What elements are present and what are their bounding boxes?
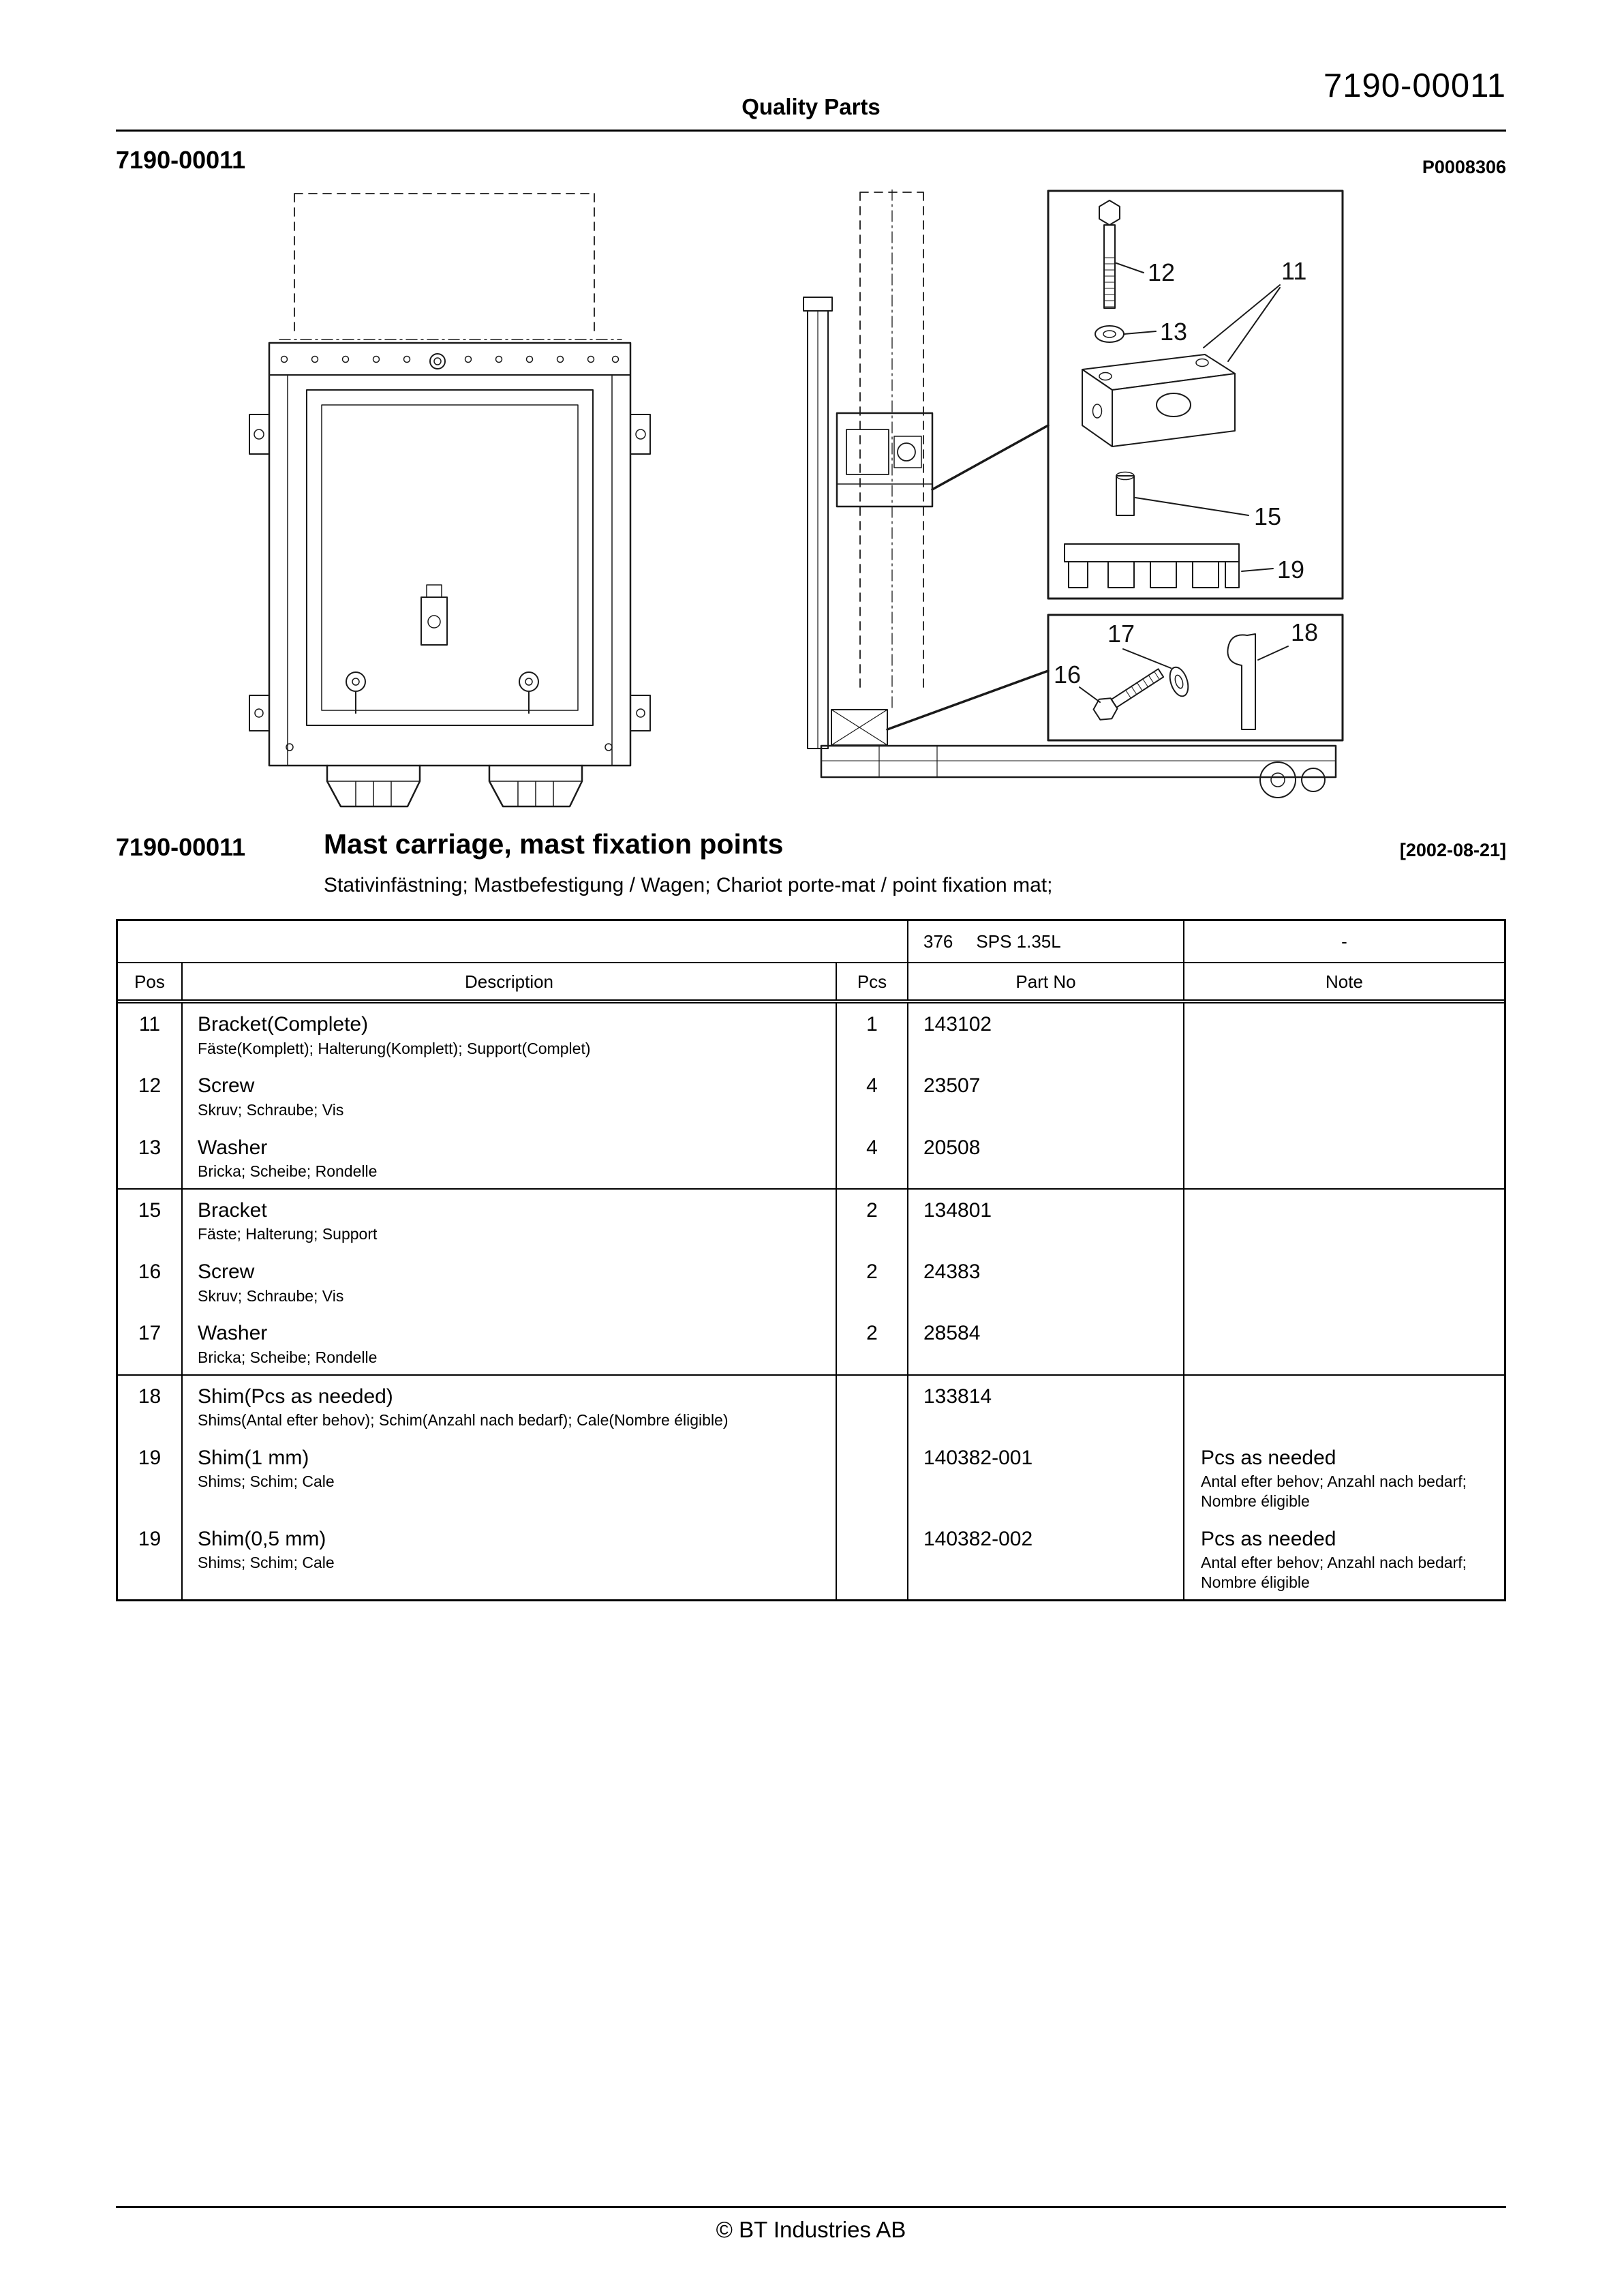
table-row bbox=[118, 1437, 1504, 1518]
row-pcs: 4 bbox=[837, 1127, 908, 1188]
row-note bbox=[1184, 1251, 1504, 1312]
row-pos: 19 bbox=[118, 1518, 183, 1599]
callout-13: 13 bbox=[1160, 318, 1188, 346]
table-row bbox=[118, 1251, 1504, 1312]
model-row-empty bbox=[118, 921, 908, 962]
row-description: Bracket(Complete) Fäste(Komplett); Halterung(Komplett); Support(Complet) bbox=[183, 1003, 837, 1065]
row-description: Washer Bricka; Scheibe; Rondelle bbox=[183, 1312, 837, 1374]
row-pos: 13 bbox=[118, 1127, 183, 1188]
table-row bbox=[118, 1518, 1504, 1599]
row-part-no: 28584 bbox=[908, 1312, 1184, 1374]
row-part-no: 140382-002 bbox=[908, 1518, 1184, 1599]
model-name: SPS 1.35L bbox=[976, 931, 1061, 952]
row-part-no: 133814 bbox=[908, 1376, 1184, 1437]
row-pos: 18 bbox=[118, 1376, 183, 1437]
table-row bbox=[118, 1312, 1504, 1374]
row-pcs: 2 bbox=[837, 1190, 908, 1251]
row-note bbox=[1184, 1312, 1504, 1374]
row-part-no: 140382-001 bbox=[908, 1437, 1184, 1518]
title-doc-number: 7190-00011 bbox=[116, 833, 246, 861]
row-pcs bbox=[837, 1376, 908, 1437]
table-group-1 bbox=[118, 1003, 1504, 1190]
footer-rule bbox=[116, 2206, 1506, 2208]
model-cell bbox=[908, 921, 1184, 962]
callout-19: 19 bbox=[1277, 556, 1305, 584]
row-note bbox=[1184, 1376, 1504, 1437]
row-description: Shim(0,5 mm) Shims; Schim; Cale bbox=[183, 1518, 837, 1599]
row-pos: 12 bbox=[118, 1065, 183, 1126]
row-description: Screw Skruv; Schraube; Vis bbox=[183, 1065, 837, 1126]
callout-17: 17 bbox=[1107, 620, 1135, 648]
callout-15: 15 bbox=[1254, 502, 1282, 530]
front-view bbox=[249, 194, 650, 806]
row-pcs: 1 bbox=[837, 1003, 908, 1065]
row-part-no: 20508 bbox=[908, 1127, 1184, 1188]
row-description: Screw Skruv; Schraube; Vis bbox=[183, 1251, 837, 1312]
callout-18: 18 bbox=[1291, 618, 1319, 646]
image-reference: P0008306 bbox=[1422, 157, 1506, 177]
row-description: Shim(1 mm) Shims; Schim; Cale bbox=[183, 1437, 837, 1518]
col-pcs-header: Pcs bbox=[837, 963, 908, 999]
row-part-no: 134801 bbox=[908, 1190, 1184, 1251]
row-description: Shim(Pcs as needed) Shims(Antal efter behov); Schim(Anzahl nach bedarf); Cale(Nombre éligible) bbox=[183, 1376, 837, 1437]
row-pos: 11 bbox=[118, 1003, 183, 1065]
detail-box-lower bbox=[1048, 615, 1343, 740]
callout-16: 16 bbox=[1054, 661, 1082, 689]
table-header-row bbox=[118, 963, 1504, 1003]
model-row bbox=[118, 921, 1504, 963]
row-pos: 16 bbox=[118, 1251, 183, 1312]
row-note: Pcs as needed Antal efter behov; Anzahl nach bedarf; Nombre éligible bbox=[1201, 1527, 1467, 1591]
row-part-no: 24383 bbox=[908, 1251, 1184, 1312]
table-group-2 bbox=[118, 1190, 1504, 1376]
header-doc-number: 7190-00011 bbox=[1323, 67, 1506, 104]
table-row bbox=[118, 1065, 1504, 1126]
row-pos: 17 bbox=[118, 1312, 183, 1374]
row-pcs bbox=[837, 1437, 908, 1518]
parts-table bbox=[116, 919, 1506, 1601]
row-note bbox=[1184, 1190, 1504, 1251]
row-pcs bbox=[837, 1518, 908, 1599]
row-pos: 15 bbox=[118, 1190, 183, 1251]
row-description: Bracket Fäste; Halterung; Support bbox=[183, 1190, 837, 1251]
footer-copyright: © BT Industries AB bbox=[716, 2217, 906, 2242]
leader-upper-detail bbox=[932, 425, 1048, 489]
table-row bbox=[118, 1127, 1504, 1188]
row-pcs: 2 bbox=[837, 1251, 908, 1312]
table-group-3 bbox=[118, 1376, 1504, 1599]
revision-date: [2002-08-21] bbox=[1399, 840, 1506, 860]
row-pcs: 2 bbox=[837, 1312, 908, 1374]
row-part-no: 23507 bbox=[908, 1065, 1184, 1126]
row-note bbox=[1184, 1003, 1504, 1065]
col-part-no-header: Part No bbox=[908, 963, 1184, 999]
page-title: Mast carriage, mast fixation points bbox=[324, 828, 784, 860]
row-note bbox=[1184, 1065, 1504, 1126]
table-row bbox=[118, 1003, 1504, 1065]
callout-11: 11 bbox=[1281, 257, 1307, 285]
table-row bbox=[118, 1190, 1504, 1251]
row-pos: 19 bbox=[118, 1437, 183, 1518]
row-pcs: 4 bbox=[837, 1065, 908, 1126]
model-note-cell: - bbox=[1341, 931, 1347, 952]
col-description-header: Description bbox=[183, 963, 837, 999]
page-header-title: Quality Parts bbox=[741, 94, 881, 119]
row-description: Washer Bricka; Scheibe; Rondelle bbox=[183, 1127, 837, 1188]
page-subtitle: Stativinfästning; Mastbefestigung / Wagen; Chariot porte-mat / point fixation mat; bbox=[324, 874, 1053, 896]
model-code: 376 bbox=[923, 931, 953, 952]
detail-box-upper bbox=[1048, 191, 1343, 599]
col-note-header: Note bbox=[1326, 971, 1363, 992]
col-pos-header: Pos bbox=[118, 963, 183, 999]
header-rule bbox=[116, 130, 1506, 132]
row-part-no: 143102 bbox=[908, 1003, 1184, 1065]
leader-lower-detail bbox=[887, 671, 1048, 729]
figure-doc-number: 7190-00011 bbox=[116, 146, 246, 174]
table-row bbox=[118, 1376, 1504, 1437]
row-note bbox=[1184, 1127, 1504, 1188]
callout-12: 12 bbox=[1148, 258, 1176, 286]
row-note: Pcs as needed Antal efter behov; Anzahl nach bedarf; Nombre éligible bbox=[1201, 1446, 1467, 1510]
parts-diagram bbox=[116, 190, 1506, 824]
